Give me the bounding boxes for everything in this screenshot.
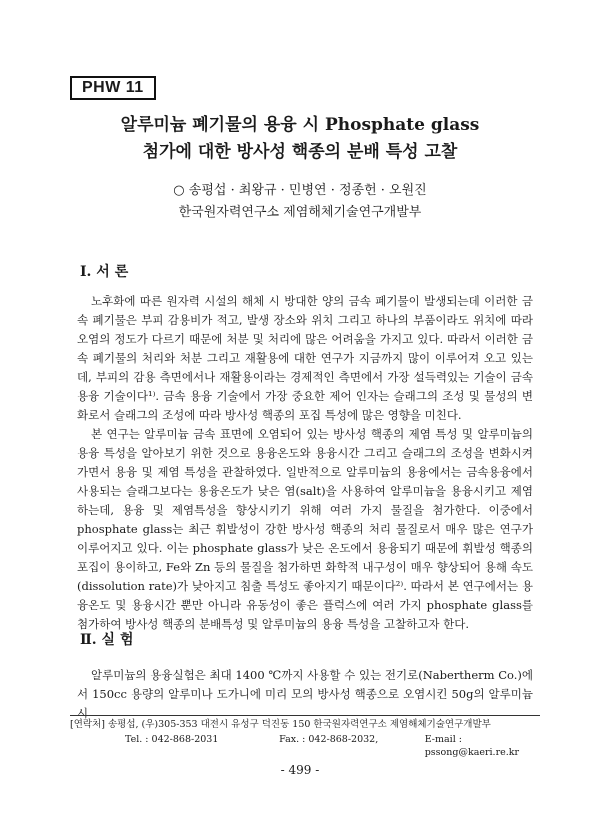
contact-email: E-mail : pssong@kaeri.re.kr [424, 734, 520, 758]
page-number: - 499 - [280, 763, 320, 777]
contact-line: [연락처] 송평섭, (우)305-353 대전시 유성구 덕진동 150 한국원자력연구소 제염해체기술연구개발부 [70, 719, 491, 730]
experiment-paragraph-1: 알루미늄의 용융실험은 최대 1400 ℃까지 사용할 수 있는 전기로(Nabertherm Co.)에서 150cc 용량의 알루미나 도가니에 미리 모의 방사성 핵종으로 오염시킨 50g의 알루미늄 시 [77, 668, 533, 720]
contact-fax: Fax. : 042-868-2032, [279, 734, 379, 745]
introduction-body [77, 292, 533, 634]
title-line-2: 첨가에 대한 방사성 핵종의 분배 특성 고찰 [142, 142, 458, 162]
intro-paragraph-2: 본 연구는 알루미늄 금속 표면에 오염되어 있는 방사성 핵종의 제염 특성 및 알루미늄의 용융 특성을 알아보기 위한 것으로 용융온도와 용융시간 그리고 슬래그의 조성을 변화시켜 가면서 용융 및 제염 특성을 관찰하였다. 일반적으로 알루미늄의 용융에서는 금속용융에서 사용되는 슬래그보다는 용융온도가 낮은 염(salt)을 사용하여 알루미늄을 용융시키고 제염하는데, 용융 및 제염특성을 향상시키기 위해 여러 가지 물질을 첨가한다. 이중에서 phosphate glass는 최근 휘발성이 강한 방사성 핵종의 처리 물질로서 매우 많은 연구가 이루어지고 있다. 이는 phosphate glass가 낮은 온도에서 용융되기 때문에 휘발성 핵종의 포집이 용이하고, Fe와 Zn 등의 물질을 첨가하면 화학적 내구성이 매우 향상되어 용해 속도(dissolution rate)가 낮아지고 침출 특성도 좋아지기 때문이다²⁾. 따라서 본 연구에서는 용융온도 및 용융시간 뿐만 아니라 유동성이 좋은 플럭스에 여러 가지 phosphate glass를 첨가하여 방사성 핵종의 분배특성 및 알루미늄의 용융 특성을 고찰하고자 한다. [77, 427, 533, 631]
session-code-badge: PHW 11 [70, 76, 156, 100]
author-names: ○ 송평섭 · 최왕규 · 민병연 · 정종헌 · 오원진 [173, 183, 427, 198]
contact-tel: Tel. : 042-868-2031 [125, 734, 219, 745]
author-affiliation: 한국원자력연구소 제염해체기술연구개발부 [178, 205, 422, 220]
section-heading-experiment: Ⅱ. 실 험 [80, 632, 134, 648]
contact-details [70, 733, 540, 759]
section-heading-introduction: Ⅰ. 서 론 [80, 264, 129, 280]
footer-divider [70, 715, 540, 716]
intro-paragraph-1: 노후화에 따른 원자력 시설의 해체 시 방대한 양의 금속 폐기물이 발생되는데 이러한 금속 폐기물은 부피 감용비가 적고, 발생 장소와 위치 그리고 하나의 부품이라도 위치에 따라 오염의 정도가 다르기 때문에 처분 및 처리에 많은 어려움을 가지고 있다. 따라서 이러한 금속 폐기물의 처리와 처분 그리고 재활용에 대한 연구가 지금까지 많이 이루어져 오고 있는데, 부피의 감용 측면에서나 재활용이라는 경제적인 측면에서 가장 설득력있는 기술이 금속 용융 기술이다¹⁾. 금속 용융 기술에서 가장 중요한 제어 인자는 슬래그의 조성 및 물성의 변화로서 슬래그의 조성에 따라 방사성 핵종의 포집 특성에 많은 영향을 미친다. [77, 294, 533, 422]
title-line-1: 알루미늄 폐기물의 용융 시 Phosphate glass [120, 115, 480, 135]
